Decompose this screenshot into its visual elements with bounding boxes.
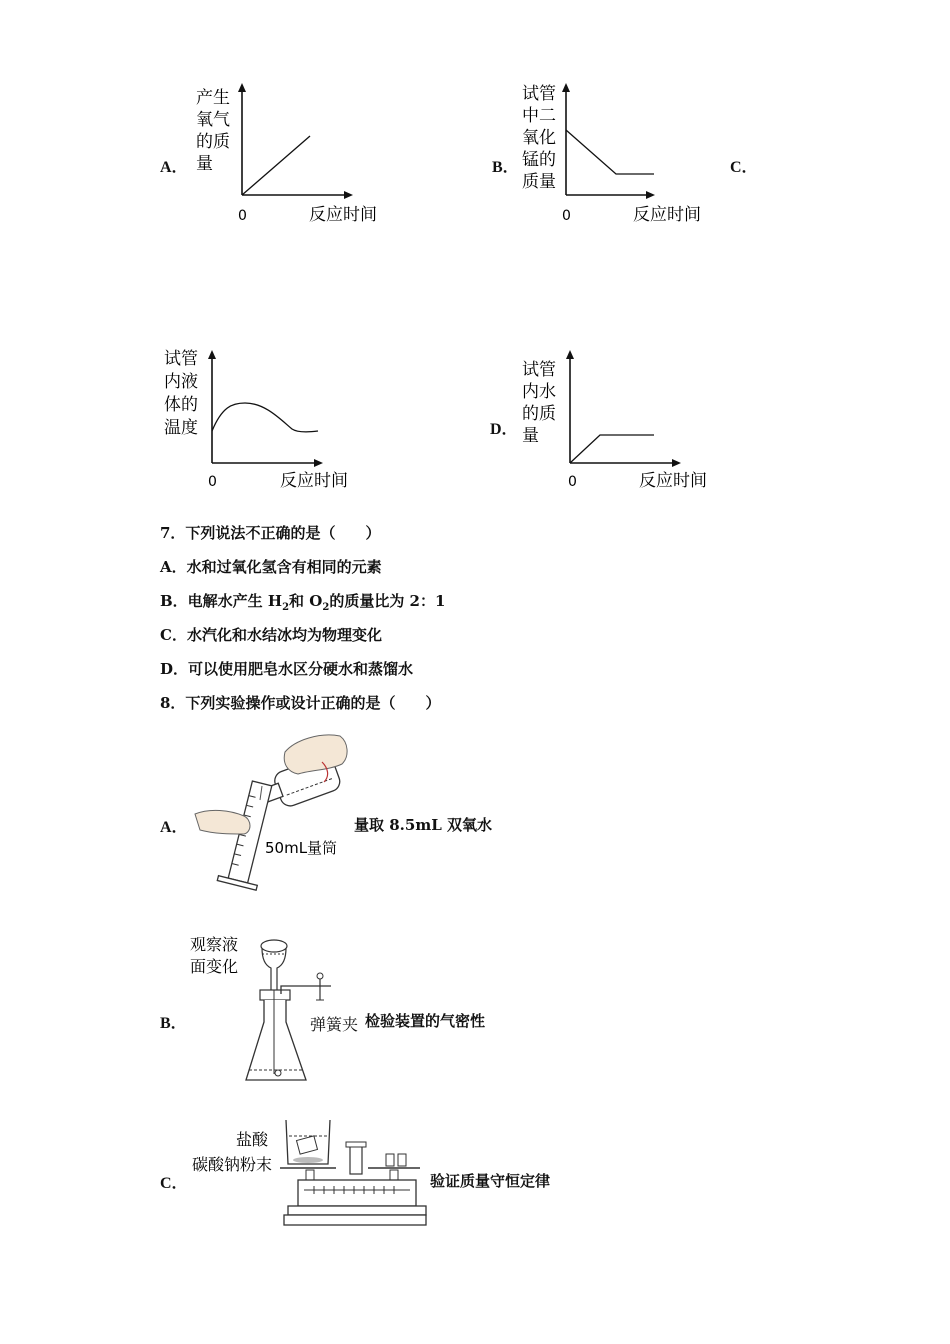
graph-d-ylabel-4: 量 [522,426,539,446]
holding-hand-icon [195,810,250,834]
q7-option-b [160,590,445,613]
q7-option-b-mid: 和 O [289,592,323,610]
graph-d [518,345,718,499]
q7-stem: 7．下列说法不正确的是（ ） [160,524,381,542]
q8-stem: 8．下列实验操作或设计正确的是（ ） [160,694,441,712]
graph-a-xlabel: 反应时间 [309,205,377,225]
graph-a-ylabel-2: 氧气 [196,110,230,130]
graph-b-ylabel-4: 锰的 [522,150,556,170]
graph-b-ylabel-1: 试管 [522,84,556,104]
graph-a-ylabel-4: 量 [196,154,213,174]
graph-d-xlabel: 反应时间 [639,471,707,491]
q7-option-b-post: 的质量比为 2：1 [329,592,446,610]
q7-option-b-sub2: 2 [322,602,330,613]
option-b-label: B． [492,159,519,176]
graph-c-curve [212,403,318,432]
q7-option-c: C．水汽化和水结冰均为物理变化 [160,626,382,644]
q8-option-a-label: A． [160,819,188,836]
option-d-label: D． [490,421,518,438]
graph-c-origin: 0 [208,474,217,490]
graph-c-ylabel-4: 温度 [164,418,198,438]
graph-b [520,80,720,234]
graph-b-ylabel-3: 氧化 [522,128,556,148]
graph-d-ylabel-3: 的质 [522,404,556,424]
beaker-icon [286,1120,330,1164]
q8-option-c-label: C． [160,1175,188,1192]
funnel-icon [261,940,287,990]
graph-c-xlabel: 反应时间 [280,471,348,491]
graph-a [190,80,390,234]
graph-c-ylabel-1: 试管 [164,349,198,369]
q8-c-label-1: 盐酸 [236,1130,269,1149]
graph-a-ylabel-3: 的质 [196,132,230,152]
conical-flask-icon [246,990,306,1080]
q8-c-illustration [188,1112,428,1236]
graph-a-curve [242,136,310,195]
graph-b-origin: 0 [562,208,571,224]
q7-option-b-pre: B．电解水产生 H [160,592,283,610]
graph-c-ylabel-3: 体的 [164,395,198,415]
graph-c-ylabel-2: 内液 [164,372,198,392]
q7-option-d: D．可以使用肥皂水区分硬水和蒸馏水 [160,660,414,678]
q7-option-b-sub1: 2 [282,602,290,613]
graph-d-origin: 0 [568,474,577,490]
q8-a-illustration [190,722,360,896]
q8-b-label-1: 观察液 [190,935,239,954]
q8-c-label-2: 碳酸钠粉末 [192,1155,273,1174]
graph-d-ylabel-1: 试管 [522,360,556,380]
q8-option-b-label: B． [160,1015,187,1032]
graph-d-ylabel-2: 内水 [522,382,556,402]
graph-a-origin: 0 [238,208,247,224]
graph-b-ylabel-2: 中二 [522,106,556,126]
graph-d-curve [570,435,654,463]
graph-a-ylabel-1: 产生 [196,88,230,108]
q8-a-label: 50mL量筒 [265,839,338,857]
option-c-label: C． [730,159,758,176]
q7-option-a: A．水和过氧化氢含有相同的元素 [160,558,382,576]
graph-b-xlabel: 反应时间 [633,205,701,225]
q8-c-caption: 验证质量守恒定律 [430,1172,551,1190]
option-a-label: A． [160,159,188,176]
q8-b-label-3: 弹簧夹 [310,1015,359,1034]
graph-c [160,345,360,499]
q8-b-label-2: 面变化 [190,957,239,976]
hand-icon [284,735,347,774]
graph-b-ylabel-5: 质量 [522,172,556,192]
q8-b-caption: 检验装置的气密性 [365,1012,486,1030]
graph-b-curve [566,130,654,174]
q8-a-caption: 量取 8.5mL 双氧水 [354,816,492,834]
